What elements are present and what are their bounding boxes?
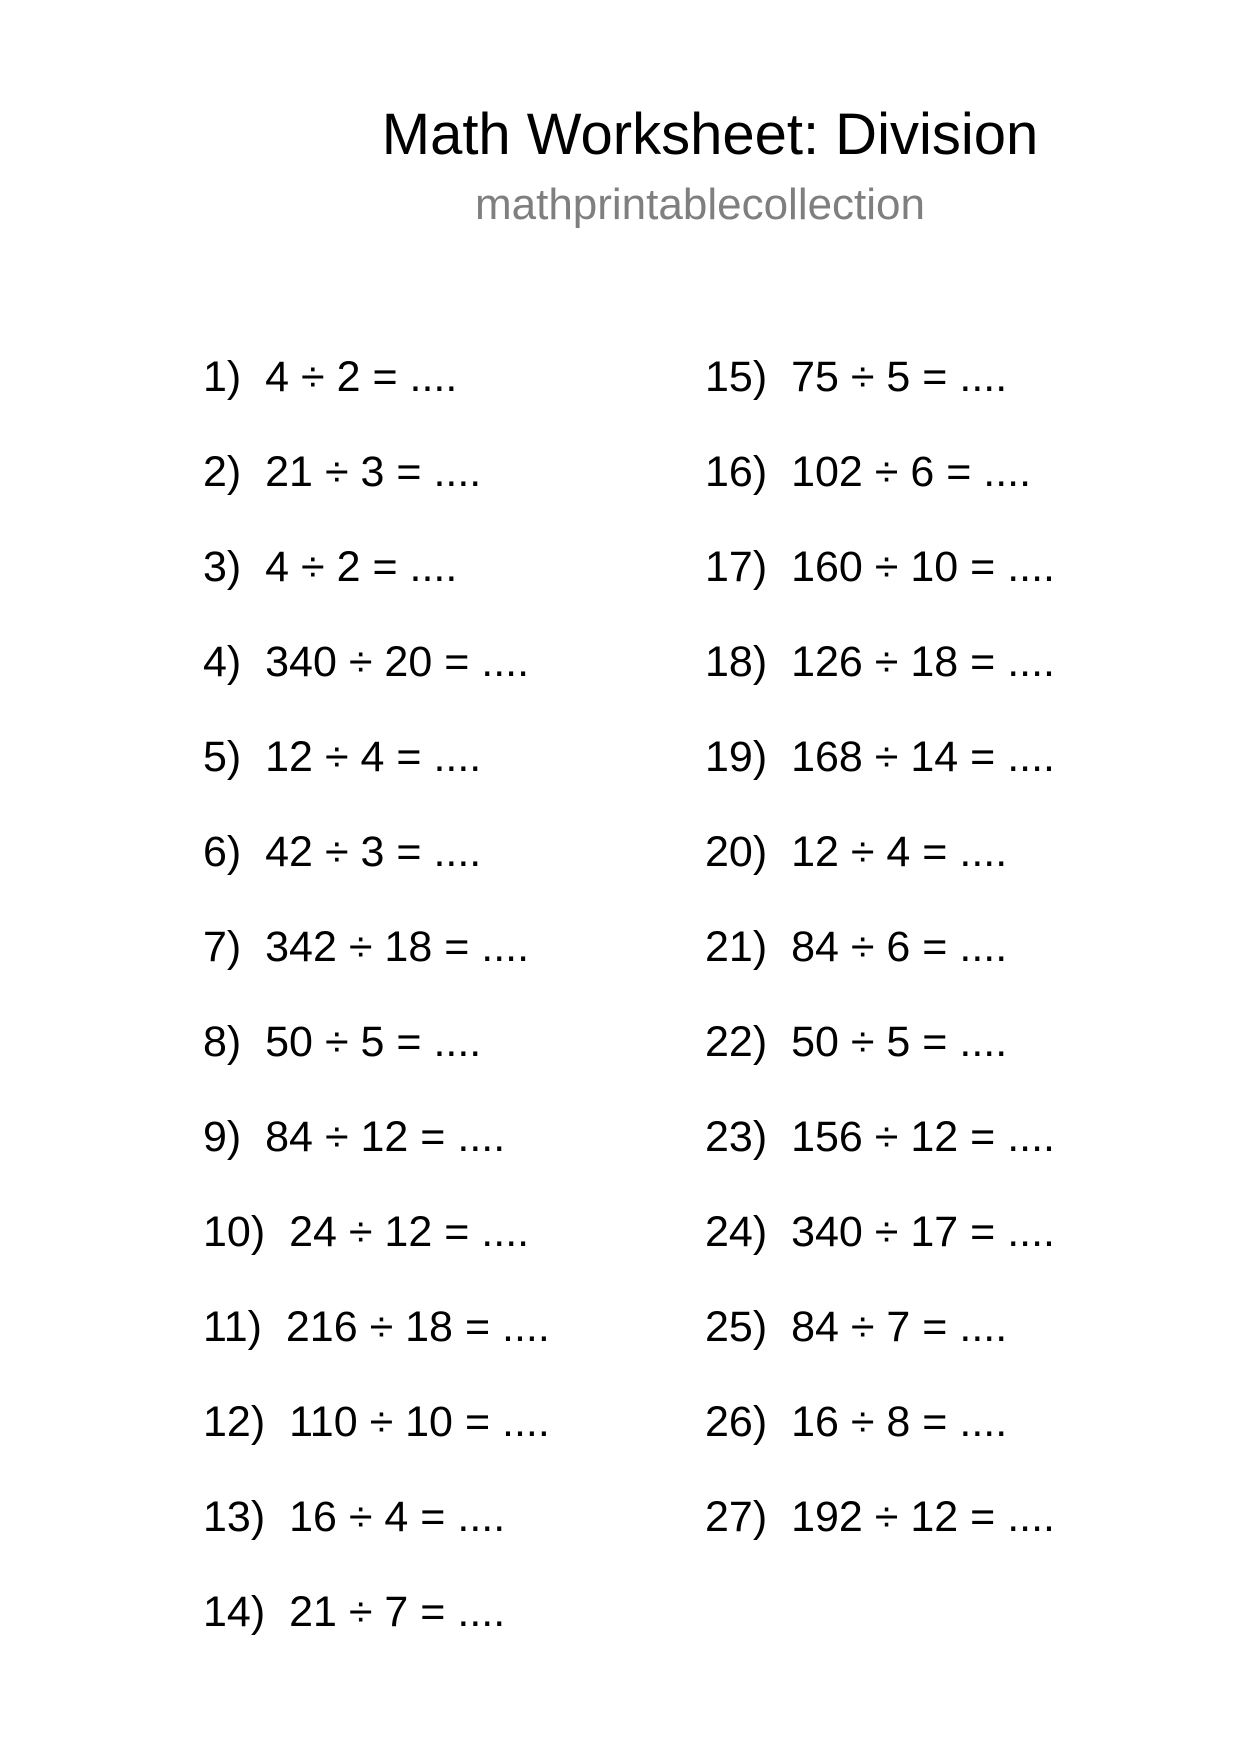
dividend: 84: [791, 923, 839, 971]
problem-item: [203, 1018, 550, 1116]
dividend: 102: [791, 448, 863, 496]
divide-sign: ÷: [301, 353, 325, 401]
problem-item: [203, 1398, 550, 1496]
answer-blank[interactable]: ....: [433, 733, 482, 781]
spacer: [241, 353, 265, 401]
equals-sign: =: [420, 1493, 446, 1541]
problem-number: 3): [203, 543, 242, 591]
answer-blank[interactable]: ....: [959, 1398, 1008, 1446]
divisor: 4: [886, 828, 911, 876]
problem-number: 23): [705, 1113, 768, 1161]
problem-number: 2): [203, 448, 242, 496]
divisor: 5: [886, 1018, 911, 1066]
problem-item: [203, 353, 550, 451]
equals-sign: =: [970, 1208, 996, 1256]
divisor: 12: [910, 1113, 959, 1161]
problem-number: 10): [203, 1208, 266, 1256]
spacer: [767, 638, 791, 686]
answer-blank[interactable]: ....: [959, 1303, 1008, 1351]
dividend: 16: [289, 1493, 337, 1541]
equals-sign: =: [396, 448, 422, 496]
problem-item: [203, 543, 550, 641]
divide-sign: ÷: [850, 1303, 875, 1351]
spacer: [265, 1493, 289, 1541]
divisor: 20: [384, 638, 433, 686]
problem-number: 21): [705, 923, 768, 971]
equals-sign: =: [970, 543, 996, 591]
dividend: 24: [289, 1208, 337, 1256]
answer-blank[interactable]: ....: [481, 1208, 530, 1256]
answer-blank[interactable]: ....: [409, 543, 458, 591]
answer-blank[interactable]: ....: [1007, 638, 1055, 686]
problem-number: 1): [203, 353, 242, 401]
equals-sign: =: [444, 923, 470, 971]
divide-sign: ÷: [874, 733, 899, 781]
divide-sign: ÷: [348, 638, 373, 686]
problem-number: 27): [705, 1493, 768, 1541]
divide-sign: ÷: [348, 1588, 373, 1636]
divisor: 5: [886, 353, 911, 401]
worksheet-subtitle: mathprintablecollection: [474, 180, 926, 229]
answer-blank[interactable]: ....: [1007, 1493, 1055, 1541]
divide-sign: ÷: [874, 1493, 899, 1541]
answer-blank[interactable]: ....: [502, 1303, 550, 1351]
divide-sign: ÷: [369, 1398, 394, 1446]
divisor: 4: [384, 1493, 409, 1541]
problem-number: 15): [705, 353, 768, 401]
divisor: 12: [360, 1113, 409, 1161]
divide-sign: ÷: [348, 1493, 373, 1541]
divisor: 18: [910, 638, 959, 686]
divide-sign: ÷: [874, 638, 899, 686]
dividend: 12: [791, 828, 839, 876]
answer-blank[interactable]: ....: [481, 923, 530, 971]
problem-item: [705, 543, 1055, 641]
problem-number: 7): [203, 923, 242, 971]
answer-blank[interactable]: ....: [1007, 733, 1055, 781]
divide-sign: ÷: [874, 1208, 899, 1256]
problem-number: 16): [705, 448, 768, 496]
problem-item: [203, 1303, 550, 1401]
spacer: [241, 923, 265, 971]
worksheet-title: Math Worksheet: Division: [381, 102, 1039, 167]
dividend: 156: [791, 1113, 863, 1161]
problem-number: 6): [203, 828, 242, 876]
answer-blank[interactable]: ....: [959, 1018, 1008, 1066]
spacer: [241, 543, 265, 591]
equals-sign: =: [922, 353, 948, 401]
divide-sign: ÷: [324, 1018, 349, 1066]
divisor: 6: [910, 448, 935, 496]
dividend: 42: [265, 828, 313, 876]
problem-item: [203, 1208, 550, 1306]
divide-sign: ÷: [874, 448, 899, 496]
spacer: [767, 1208, 791, 1256]
spacer: [241, 448, 265, 496]
divide-sign: ÷: [369, 1303, 394, 1351]
problem-number: 8): [203, 1018, 242, 1066]
equals-sign: =: [464, 1398, 491, 1446]
equals-sign: =: [970, 1493, 996, 1541]
answer-blank[interactable]: ....: [959, 923, 1008, 971]
spacer: [767, 543, 791, 591]
equals-sign: =: [396, 1018, 422, 1066]
answer-blank[interactable]: ....: [1007, 1208, 1055, 1256]
answer-blank[interactable]: ....: [409, 353, 458, 401]
problem-number: 13): [203, 1493, 266, 1541]
spacer: [767, 923, 791, 971]
answer-blank[interactable]: ....: [1007, 1113, 1055, 1161]
problem-number: 25): [705, 1303, 768, 1351]
problem-item: [705, 1018, 1055, 1116]
spacer: [767, 353, 791, 401]
dividend: 340: [791, 1208, 863, 1256]
problem-item: [705, 1493, 1055, 1591]
spacer: [767, 1398, 791, 1446]
answer-blank[interactable]: ....: [457, 1113, 506, 1161]
problem-number: 19): [705, 733, 768, 781]
answer-blank[interactable]: ....: [457, 1493, 506, 1541]
dividend: 75: [791, 353, 839, 401]
spacer: [265, 1588, 289, 1636]
problem-number: 11): [203, 1303, 262, 1351]
problem-number: 14): [203, 1588, 266, 1636]
dividend: 21: [265, 448, 313, 496]
divisor: 8: [886, 1398, 911, 1446]
divide-sign: ÷: [324, 448, 349, 496]
dividend: 4: [265, 543, 290, 591]
answer-blank[interactable]: ....: [959, 828, 1008, 876]
problem-number: 18): [705, 638, 768, 686]
problem-item: [705, 448, 1055, 546]
problem-item: [705, 1398, 1055, 1496]
equals-sign: =: [970, 733, 996, 781]
dividend: 168: [791, 733, 863, 781]
dividend: 84: [265, 1113, 313, 1161]
problem-number: 24): [705, 1208, 768, 1256]
problem-item: [705, 733, 1055, 831]
problem-item: [203, 828, 550, 926]
problem-column-left: [203, 353, 550, 1686]
divide-sign: ÷: [324, 828, 349, 876]
spacer: [767, 448, 791, 496]
spacer: [767, 828, 791, 876]
equals-sign: =: [372, 353, 398, 401]
divisor: 7: [384, 1588, 409, 1636]
divisor: 12: [384, 1208, 433, 1256]
answer-blank[interactable]: ....: [481, 638, 530, 686]
divide-sign: ÷: [874, 1113, 899, 1161]
spacer: [262, 1303, 286, 1351]
problem-item: [203, 1113, 550, 1211]
answer-blank[interactable]: ....: [983, 448, 1032, 496]
divisor: 14: [910, 733, 959, 781]
problem-item: [705, 1303, 1055, 1401]
equals-sign: =: [922, 828, 948, 876]
divisor: 18: [384, 923, 433, 971]
dividend: 84: [791, 1303, 839, 1351]
divisor: 10: [405, 1398, 453, 1446]
divisor: 3: [360, 828, 385, 876]
dividend: 16: [791, 1398, 839, 1446]
spacer: [767, 1493, 791, 1541]
dividend: 12: [265, 733, 313, 781]
spacer: [767, 733, 791, 781]
problem-item: [203, 1588, 550, 1686]
equals-sign: =: [922, 923, 948, 971]
divisor: 18: [405, 1303, 453, 1351]
equals-sign: =: [420, 1113, 446, 1161]
spacer: [241, 1018, 265, 1066]
problem-number: 22): [705, 1018, 768, 1066]
answer-blank[interactable]: ....: [433, 828, 482, 876]
dividend: 4: [265, 353, 290, 401]
divisor: 4: [360, 733, 385, 781]
problem-item: [705, 638, 1055, 736]
answer-blank[interactable]: ....: [433, 1018, 482, 1066]
problem-number: 20): [705, 828, 768, 876]
divisor: 3: [360, 448, 385, 496]
answer-blank[interactable]: ....: [1007, 543, 1055, 591]
problem-item: [203, 923, 550, 1021]
equals-sign: =: [420, 1588, 446, 1636]
equals-sign: =: [970, 1113, 996, 1161]
divisor: 5: [360, 1018, 385, 1066]
divisor: 2: [336, 353, 361, 401]
spacer: [767, 1113, 791, 1161]
dividend: 160: [791, 543, 863, 591]
divisor: 7: [886, 1303, 911, 1351]
divisor: 2: [336, 543, 361, 591]
divisor: 12: [910, 1493, 959, 1541]
equals-sign: =: [396, 828, 422, 876]
equals-sign: =: [444, 638, 470, 686]
problem-item: [705, 1113, 1055, 1211]
dividend: 192: [791, 1493, 863, 1541]
dividend: 50: [265, 1018, 313, 1066]
answer-blank[interactable]: ....: [457, 1588, 506, 1636]
dividend: 216: [285, 1303, 358, 1351]
dividend: 126: [791, 638, 863, 686]
divide-sign: ÷: [850, 828, 875, 876]
problem-column-right: [705, 353, 1055, 1591]
divide-sign: ÷: [348, 923, 373, 971]
spacer: [241, 733, 265, 781]
problem-item: [705, 828, 1055, 926]
problem-item: [705, 923, 1055, 1021]
equals-sign: =: [970, 638, 996, 686]
dividend: 50: [791, 1018, 839, 1066]
divisor: 17: [910, 1208, 959, 1256]
equals-sign: =: [922, 1303, 948, 1351]
problem-number: 9): [203, 1113, 242, 1161]
divide-sign: ÷: [850, 923, 875, 971]
dividend: 340: [265, 638, 337, 686]
answer-blank[interactable]: ....: [959, 353, 1008, 401]
problem-number: 17): [705, 543, 768, 591]
divide-sign: ÷: [850, 1018, 875, 1066]
dividend: 342: [265, 923, 337, 971]
divide-sign: ÷: [324, 1113, 349, 1161]
spacer: [767, 1303, 791, 1351]
dividend: 21: [289, 1588, 337, 1636]
spacer: [767, 1018, 791, 1066]
spacer: [265, 1398, 289, 1446]
problem-item: [203, 733, 550, 831]
divide-sign: ÷: [324, 733, 349, 781]
answer-blank[interactable]: ....: [502, 1398, 550, 1446]
spacer: [241, 638, 265, 686]
divisor: 10: [910, 543, 959, 591]
problem-item: [203, 448, 550, 546]
equals-sign: =: [946, 448, 972, 496]
divide-sign: ÷: [348, 1208, 373, 1256]
answer-blank[interactable]: ....: [433, 448, 482, 496]
equals-sign: =: [372, 543, 398, 591]
divide-sign: ÷: [874, 543, 899, 591]
divisor: 6: [886, 923, 911, 971]
problem-item: [705, 1208, 1055, 1306]
problem-number: 12): [203, 1398, 266, 1446]
problem-number: 26): [705, 1398, 768, 1446]
divide-sign: ÷: [850, 1398, 875, 1446]
divide-sign: ÷: [301, 543, 325, 591]
equals-sign: =: [464, 1303, 491, 1351]
problem-number: 5): [203, 733, 242, 781]
equals-sign: =: [922, 1018, 948, 1066]
equals-sign: =: [922, 1398, 948, 1446]
problem-item: [203, 638, 550, 736]
dividend: 110: [289, 1398, 358, 1446]
equals-sign: =: [444, 1208, 470, 1256]
spacer: [241, 828, 265, 876]
problem-item: [203, 1493, 550, 1591]
problem-item: [705, 353, 1055, 451]
divide-sign: ÷: [850, 353, 875, 401]
problem-number: 4): [203, 638, 242, 686]
spacer: [241, 1113, 265, 1161]
equals-sign: =: [396, 733, 422, 781]
spacer: [265, 1208, 289, 1256]
